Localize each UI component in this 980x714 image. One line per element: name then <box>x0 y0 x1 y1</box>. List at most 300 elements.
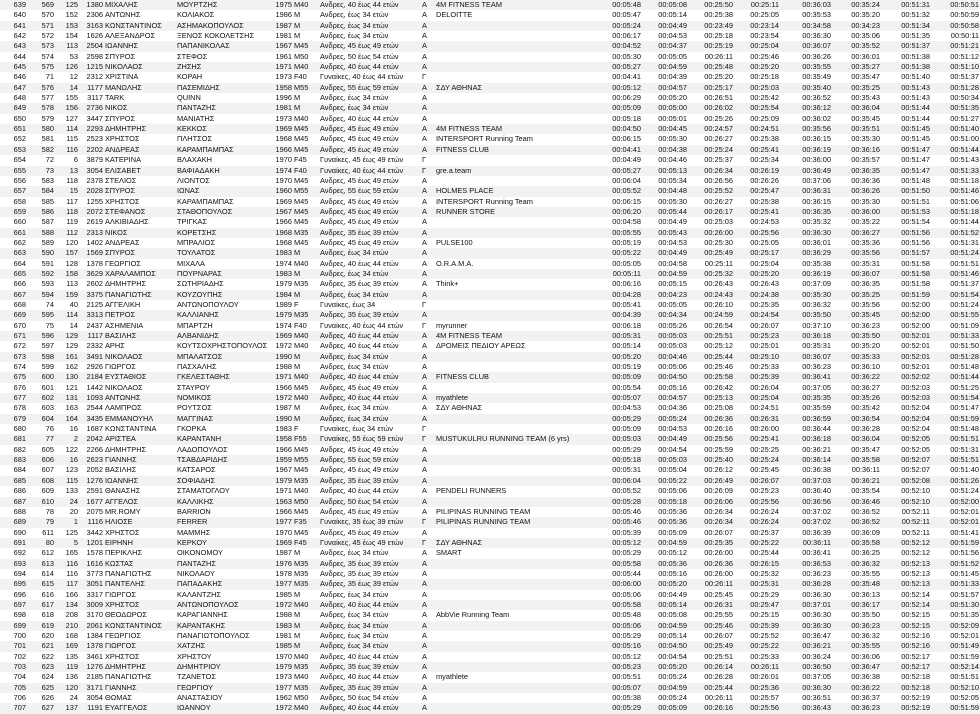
last-name-cell: ΑΝΤΩΝΟΠΟΥΛΟΣ <box>176 600 269 610</box>
overall-rank-cell: 659 <box>0 207 27 217</box>
split1-chip-cell: 00:05:43 <box>642 228 688 238</box>
category-rank-cell: 16 <box>55 424 79 434</box>
category-rank-cell: 156 <box>55 103 79 113</box>
category-name-cell: Ανδρες, 50 έως 54 ετών <box>319 497 421 507</box>
first-name-cell: ΕΛΙΣΑΒΕΤ <box>104 166 176 176</box>
finish-gun-cell: 00:51:38 <box>881 62 931 72</box>
last-name-cell: ΣΤΑΥΡΟΥ <box>176 383 269 393</box>
category-code-cell: M55 <box>293 83 319 93</box>
category-code-cell: M40 <box>293 114 319 124</box>
gender-cell: Α <box>421 569 435 579</box>
gender-cell: Α <box>421 114 435 124</box>
birth-year-cell: 1971 <box>269 62 293 72</box>
overall-rank-cell: 686 <box>0 486 27 496</box>
split1-gun-cell: 00:05:30 <box>593 52 642 62</box>
split2-chip-cell: 00:25:25 <box>734 445 780 455</box>
split3-chip-cell: 00:36:35 <box>832 279 881 289</box>
split1-chip-cell: 00:04:23 <box>642 290 688 300</box>
split2-gun-cell: 00:26:07 <box>688 528 734 538</box>
finish-gun-cell: 00:51:47 <box>881 166 931 176</box>
first-name-cell: ΔΗΜΗΤΡΗΣ <box>104 662 176 672</box>
bib-number-cell: 1177 <box>79 83 104 93</box>
overall-rank-cell: 640 <box>0 10 27 20</box>
split3-chip-cell: 00:35:56 <box>832 248 881 258</box>
split1-gun-cell: 00:05:51 <box>593 672 642 682</box>
finish-chip-cell: 00:51:51 <box>931 434 980 444</box>
split1-chip-cell: 00:05:15 <box>642 279 688 289</box>
bib-number-cell: 2591 <box>79 486 104 496</box>
table-row <box>0 528 980 538</box>
gender-cell: Α <box>421 290 435 300</box>
last-name-cell: ΚΑΛΛΙΑΝΗΣ <box>176 310 269 320</box>
split3-chip-cell: 00:35:55 <box>832 569 881 579</box>
split1-chip-cell: 00:05:01 <box>642 114 688 124</box>
split2-chip-cell: 00:26:24 <box>734 507 780 517</box>
finish-chip-cell: 00:51:37 <box>931 72 980 82</box>
birth-year-cell: 1967 <box>269 207 293 217</box>
split3-chip-cell: 00:36:11 <box>832 465 881 475</box>
gender-cell: Α <box>421 641 435 651</box>
gender-cell: Α <box>421 652 435 662</box>
finish-gun-cell: 00:52:03 <box>881 393 931 403</box>
birth-year-cell: 1983 <box>269 248 293 258</box>
birth-year-cell: 1979 <box>269 310 293 320</box>
club-cell: RUNNER STORE <box>435 207 593 217</box>
split2-chip-cell: 00:26:01 <box>734 672 780 682</box>
bib-number-cell: 1569 <box>79 248 104 258</box>
gender-cell: Α <box>421 600 435 610</box>
split3-gun-cell: 00:36:47 <box>780 631 832 641</box>
gender-rank-cell: 584 <box>27 186 55 196</box>
gender-rank-cell: 592 <box>27 269 55 279</box>
split1-gun-cell: 00:06:15 <box>593 197 642 207</box>
gender-cell: Α <box>421 259 435 269</box>
category-name-cell: Γυναίκες, έως 34 <box>319 300 421 310</box>
split3-gun-cell: 00:36:40 <box>780 486 832 496</box>
last-name-cell: ΛΙΟΝΤΟΣ <box>176 176 269 186</box>
last-name-cell: ΝΙΚΟΛΑΟΥ <box>176 569 269 579</box>
bib-number-cell: 1191 <box>79 703 104 713</box>
category-name-cell: Ανδρες, 45 έως 49 ετών <box>319 465 421 475</box>
category-name-cell: Ανδρες, 45 έως 49 ετών <box>319 134 421 144</box>
split1-gun-cell: 00:05:22 <box>593 248 642 258</box>
bib-number-cell: 3442 <box>79 528 104 538</box>
category-rank-cell: 121 <box>55 383 79 393</box>
bib-number-cell: 1578 <box>79 548 104 558</box>
split2-chip-cell: 00:26:24 <box>734 517 780 527</box>
finish-gun-cell: 00:51:43 <box>881 93 931 103</box>
split3-gun-cell: 00:36:35 <box>780 207 832 217</box>
category-rank-cell: 5 <box>55 538 79 548</box>
category-name-cell: Ανδρες, έως 34 ετών <box>319 590 421 600</box>
split3-gun-cell: 00:36:52 <box>780 93 832 103</box>
gender-rank-cell: 593 <box>27 279 55 289</box>
category-code-cell: M35 <box>293 662 319 672</box>
finish-chip-cell: 00:51:30 <box>931 600 980 610</box>
table-row <box>0 610 980 620</box>
overall-rank-cell: 700 <box>0 631 27 641</box>
split1-gun-cell: 00:05:06 <box>593 621 642 631</box>
split3-chip-cell: 00:35:22 <box>832 217 881 227</box>
finish-chip-cell: 00:51:31 <box>931 445 980 455</box>
split2-gun-cell: 00:25:44 <box>688 352 734 362</box>
split2-chip-cell: 00:25:41 <box>734 434 780 444</box>
last-name-cell: ΜΑΓΓΙΝΑΣ <box>176 414 269 424</box>
gender-cell: Α <box>421 465 435 475</box>
split2-chip-cell: 00:25:37 <box>734 528 780 538</box>
club-cell <box>435 93 593 103</box>
birth-year-cell: 1983 <box>269 424 293 434</box>
split2-chip-cell: 00:25:03 <box>734 83 780 93</box>
table-row <box>0 693 980 703</box>
category-name-cell: Ανδρες, 45 έως 49 ετών <box>319 383 421 393</box>
split1-gun-cell: 00:05:07 <box>593 393 642 403</box>
split2-gun-cell: 00:26:27 <box>688 197 734 207</box>
split1-gun-cell: 00:05:16 <box>593 641 642 651</box>
gender-cell: Α <box>421 507 435 517</box>
gender-rank-cell: 579 <box>27 114 55 124</box>
category-rank-cell: 120 <box>55 238 79 248</box>
split3-gun-cell: 00:35:53 <box>780 10 832 20</box>
split1-gun-cell: 00:05:29 <box>593 414 642 424</box>
birth-year-cell: 1981 <box>269 103 293 113</box>
club-cell <box>435 72 593 82</box>
table-row <box>0 559 980 569</box>
birth-year-cell: 1966 <box>269 383 293 393</box>
split2-chip-cell: 00:25:39 <box>734 621 780 631</box>
last-name-cell: ΚΑΤΣΑΡΟΣ <box>176 465 269 475</box>
overall-rank-cell: 644 <box>0 52 27 62</box>
category-rank-cell: 208 <box>55 610 79 620</box>
last-name-cell: ΚΑΡΑΝΤΑΝΗ <box>176 434 269 444</box>
gender-rank-cell: 79 <box>27 517 55 527</box>
split2-gun-cell: 00:26:34 <box>688 517 734 527</box>
finish-chip-cell: 00:50:34 <box>931 93 980 103</box>
split2-chip-cell: 00:25:04 <box>734 41 780 51</box>
table-row <box>0 21 980 31</box>
birth-year-cell: 1990 <box>269 352 293 362</box>
table-row <box>0 590 980 600</box>
split1-gun-cell: 00:05:29 <box>593 703 642 713</box>
overall-rank-cell: 666 <box>0 279 27 289</box>
birth-year-cell: 1988 <box>269 362 293 372</box>
category-name-cell: Ανδρες, 45 έως 49 ετών <box>319 41 421 51</box>
table-row <box>0 517 980 527</box>
split2-gun-cell: 00:25:48 <box>688 62 734 72</box>
table-row <box>0 703 980 713</box>
gender-cell: Α <box>421 610 435 620</box>
first-name-cell: ΑΛΚΙΒΙΑΔΗΣ <box>104 217 176 227</box>
finish-chip-cell: 00:51:09 <box>931 321 980 331</box>
split1-gun-cell: 00:06:20 <box>593 207 642 217</box>
finish-gun-cell: 00:51:44 <box>881 103 931 113</box>
table-row <box>0 72 980 82</box>
split2-chip-cell: 00:24:51 <box>734 124 780 134</box>
table-row <box>0 62 980 72</box>
split3-chip-cell: 00:35:20 <box>832 341 881 351</box>
overall-rank-cell: 689 <box>0 517 27 527</box>
split1-chip-cell: 00:05:14 <box>642 10 688 20</box>
club-cell <box>435 455 593 465</box>
club-cell <box>435 248 593 258</box>
first-name-cell: ΠΕΤΡΟΣ <box>104 310 176 320</box>
split2-chip-cell: 00:25:38 <box>734 197 780 207</box>
table-row <box>0 683 980 693</box>
table-row <box>0 548 980 558</box>
split2-gun-cell: 00:26:00 <box>688 569 734 579</box>
split3-chip-cell: 00:35:42 <box>832 403 881 413</box>
split2-chip-cell: 00:25:56 <box>734 703 780 713</box>
gender-rank-cell: 605 <box>27 445 55 455</box>
split3-gun-cell: 00:36:41 <box>780 548 832 558</box>
last-name-cell: ΜΠΡΑΛΙΟΣ <box>176 238 269 248</box>
split2-gun-cell: 00:26:11 <box>688 52 734 62</box>
split3-chip-cell: 00:36:38 <box>832 672 881 682</box>
split1-gun-cell: 00:05:44 <box>593 569 642 579</box>
split3-chip-cell: 00:35:47 <box>832 445 881 455</box>
last-name-cell: ΠΑΠΑΔΑΚΗΣ <box>176 579 269 589</box>
gender-rank-cell: 622 <box>27 652 55 662</box>
split3-chip-cell: 00:36:21 <box>832 476 881 486</box>
split2-gun-cell: 00:24:59 <box>688 310 734 320</box>
split1-gun-cell: 00:05:03 <box>593 434 642 444</box>
split2-chip-cell: 00:25:20 <box>734 269 780 279</box>
category-code-cell: M50 <box>293 497 319 507</box>
split3-gun-cell: 00:36:30 <box>780 683 832 693</box>
split1-chip-cell: 00:04:49 <box>642 590 688 600</box>
gender-cell: Α <box>421 228 435 238</box>
last-name-cell: ΚΕΡΚΟΥ <box>176 538 269 548</box>
club-cell: SMART <box>435 548 593 558</box>
split3-chip-cell: 00:36:06 <box>832 652 881 662</box>
finish-gun-cell: 00:52:07 <box>881 455 931 465</box>
finish-gun-cell: 00:52:01 <box>881 331 931 341</box>
category-code-cell: M <box>293 10 319 20</box>
bib-number-cell: 2184 <box>79 372 104 382</box>
split1-gun-cell: 00:04:41 <box>593 72 642 82</box>
gender-rank-cell: 589 <box>27 238 55 248</box>
category-rank-cell: 113 <box>55 41 79 51</box>
split2-gun-cell: 00:23:49 <box>688 21 734 31</box>
split2-chip-cell: 00:25:41 <box>734 145 780 155</box>
finish-gun-cell: 00:52:11 <box>881 517 931 527</box>
split2-gun-cell: 00:25:49 <box>688 641 734 651</box>
split1-chip-cell: 00:04:54 <box>642 445 688 455</box>
table-row <box>0 228 980 238</box>
split3-gun-cell: 00:36:23 <box>780 569 832 579</box>
gender-cell: Α <box>421 476 435 486</box>
last-name-cell: ΠΛΗΤΣΟΣ <box>176 134 269 144</box>
category-code-cell: M <box>293 362 319 372</box>
split2-chip-cell: 00:25:04 <box>734 259 780 269</box>
split1-gun-cell: 00:04:49 <box>593 155 642 165</box>
birth-year-cell: 1977 <box>269 683 293 693</box>
club-cell: 4M FITNESS TEAM <box>435 0 593 10</box>
overall-rank-cell: 690 <box>0 528 27 538</box>
first-name-cell: ΓΙΑΝΝΗΣ <box>104 683 176 693</box>
category-code-cell: M <box>293 352 319 362</box>
overall-rank-cell: 681 <box>0 434 27 444</box>
split2-gun-cell: 00:26:36 <box>688 559 734 569</box>
category-name-cell: Ανδρες, 45 έως 49 ετών <box>319 445 421 455</box>
last-name-cell: ΑΛΒΑΝΙΔΗΣ <box>176 331 269 341</box>
category-code-cell: F45 <box>293 155 319 165</box>
first-name-cell: ΔΗΜΗΤΡΗΣ <box>104 124 176 134</box>
split1-chip-cell: 00:04:46 <box>642 155 688 165</box>
gender-rank-cell: 580 <box>27 124 55 134</box>
split2-chip-cell: 00:25:18 <box>734 72 780 82</box>
gender-cell: Α <box>421 279 435 289</box>
split2-gun-cell: 00:26:02 <box>688 103 734 113</box>
birth-year-cell: 1977 <box>269 517 293 527</box>
table-row <box>0 362 980 372</box>
last-name-cell: ΤΖΑΝΕΤΟΣ <box>176 672 269 682</box>
category-rank-cell: 153 <box>55 21 79 31</box>
category-name-cell: Γυναίκες, 35 έως 39 ετών <box>319 517 421 527</box>
table-row <box>0 41 980 51</box>
split2-chip-cell: 00:24:38 <box>734 290 780 300</box>
split1-chip-cell: 00:05:34 <box>642 176 688 186</box>
birth-year-cell: 1976 <box>269 559 293 569</box>
split3-chip-cell: 00:36:36 <box>832 176 881 186</box>
split3-gun-cell: 00:34:58 <box>780 21 832 31</box>
split1-gun-cell: 00:05:58 <box>593 600 642 610</box>
split1-gun-cell: 00:05:18 <box>593 455 642 465</box>
last-name-cell: ΙΩΝΑΣ <box>176 186 269 196</box>
split3-chip-cell: 00:36:13 <box>832 590 881 600</box>
last-name-cell: ΤΣΑΒΔΑΡΙΔΗΣ <box>176 455 269 465</box>
overall-rank-cell: 654 <box>0 155 27 165</box>
category-rank-cell: 2 <box>55 434 79 444</box>
birth-year-cell: 1972 <box>269 703 293 713</box>
gender-cell: Α <box>421 362 435 372</box>
gender-cell: Α <box>421 197 435 207</box>
gender-cell: Α <box>421 41 435 51</box>
category-name-cell: Ανδρες, 40 έως 44 ετών <box>319 703 421 713</box>
gender-rank-cell: 614 <box>27 569 55 579</box>
gender-rank-cell: 582 <box>27 145 55 155</box>
gender-rank-cell: 623 <box>27 662 55 672</box>
overall-rank-cell: 653 <box>0 145 27 155</box>
bib-number-cell: 2312 <box>79 72 104 82</box>
split1-gun-cell: 00:05:24 <box>593 21 642 31</box>
finish-chip-cell: 00:52:10 <box>931 683 980 693</box>
category-rank-cell: 14 <box>55 83 79 93</box>
category-rank-cell: 137 <box>55 703 79 713</box>
gender-rank-cell: 583 <box>27 176 55 186</box>
table-row <box>0 321 980 331</box>
bib-number-cell: 1378 <box>79 641 104 651</box>
split2-gun-cell: 00:26:27 <box>688 134 734 144</box>
category-code-cell: M35 <box>293 683 319 693</box>
gender-cell: Α <box>421 631 435 641</box>
split1-chip-cell: 00:05:14 <box>642 631 688 641</box>
split2-gun-cell: 00:25:59 <box>688 445 734 455</box>
table-row <box>0 621 980 631</box>
first-name-cell: ΑΓΓΕΛΟΣ <box>104 497 176 507</box>
finish-gun-cell: 00:52:07 <box>881 465 931 475</box>
split1-gun-cell: 00:05:11 <box>593 269 642 279</box>
split3-chip-cell: 00:35:50 <box>832 610 881 620</box>
club-cell <box>435 290 593 300</box>
first-name-cell: ΜΑΝΩΛΗΣ <box>104 83 176 93</box>
club-cell <box>435 569 593 579</box>
split1-chip-cell: 00:05:18 <box>642 497 688 507</box>
table-row <box>0 486 980 496</box>
split3-gun-cell: 00:35:49 <box>780 72 832 82</box>
table-row <box>0 134 980 144</box>
split2-gun-cell: 00:26:56 <box>688 176 734 186</box>
category-rank-cell: 119 <box>55 217 79 227</box>
first-name-cell: MR.ROMY <box>104 507 176 517</box>
finish-gun-cell: 00:52:16 <box>881 641 931 651</box>
finish-gun-cell: 00:52:02 <box>881 372 931 382</box>
gender-rank-cell: 574 <box>27 52 55 62</box>
gender-rank-cell: 80 <box>27 538 55 548</box>
table-row <box>0 197 980 207</box>
split3-chip-cell: 00:36:04 <box>832 103 881 113</box>
gender-rank-cell: 610 <box>27 497 55 507</box>
last-name-cell: ΒΑΦΙΑΔΑΚΗ <box>176 166 269 176</box>
split3-chip-cell: 00:36:54 <box>832 414 881 424</box>
birth-year-cell: 1972 <box>269 393 293 403</box>
split1-gun-cell: 00:05:46 <box>593 517 642 527</box>
overall-rank-cell: 656 <box>0 176 27 186</box>
finish-chip-cell: 00:52:14 <box>931 662 980 672</box>
last-name-cell: ΓΕΩΡΓΙΟΥ <box>176 683 269 693</box>
split1-chip-cell: 00:04:54 <box>642 652 688 662</box>
finish-chip-cell: 00:51:31 <box>931 238 980 248</box>
split3-gun-cell: 00:35:38 <box>780 259 832 269</box>
gender-rank-cell: 572 <box>27 31 55 41</box>
split1-gun-cell: 00:05:55 <box>593 228 642 238</box>
split3-chip-cell: 00:36:00 <box>832 207 881 217</box>
split3-chip-cell: 00:36:26 <box>832 186 881 196</box>
finish-chip-cell: 00:51:56 <box>931 548 980 558</box>
birth-year-cell: 1973 <box>269 672 293 682</box>
finish-gun-cell: 00:52:04 <box>881 403 931 413</box>
bib-number-cell: 3773 <box>79 569 104 579</box>
gender-rank-cell: 626 <box>27 693 55 703</box>
gender-cell: Α <box>421 269 435 279</box>
finish-gun-cell: 00:52:14 <box>881 600 931 610</box>
gender-rank-cell: 625 <box>27 683 55 693</box>
split3-gun-cell: 00:37:03 <box>780 476 832 486</box>
category-rank-cell: 119 <box>55 662 79 672</box>
club-cell <box>435 155 593 165</box>
category-rank-cell: 163 <box>55 403 79 413</box>
club-cell: ΣΔΥ ΑΘΗΝΑΣ <box>435 403 593 413</box>
split3-gun-cell: 00:36:59 <box>780 414 832 424</box>
split3-gun-cell: 00:37:02 <box>780 507 832 517</box>
split2-gun-cell: 00:26:54 <box>688 321 734 331</box>
club-cell <box>435 652 593 662</box>
gender-rank-cell: 588 <box>27 228 55 238</box>
gender-rank-cell: 71 <box>27 72 55 82</box>
category-name-cell: Ανδρες, 55 έως 59 ετών <box>319 186 421 196</box>
club-cell <box>435 631 593 641</box>
table-row <box>0 93 980 103</box>
first-name-cell: ΘΑΝΑΣΗΣ <box>104 486 176 496</box>
bib-number-cell: 1677 <box>79 497 104 507</box>
birth-year-cell: 1979 <box>269 662 293 672</box>
finish-gun-cell: 00:52:01 <box>881 341 931 351</box>
club-cell <box>435 476 593 486</box>
split3-gun-cell: 00:36:51 <box>780 693 832 703</box>
finish-gun-cell: 00:51:45 <box>881 134 931 144</box>
gender-cell: Α <box>421 693 435 703</box>
split1-chip-cell: 00:05:16 <box>642 569 688 579</box>
